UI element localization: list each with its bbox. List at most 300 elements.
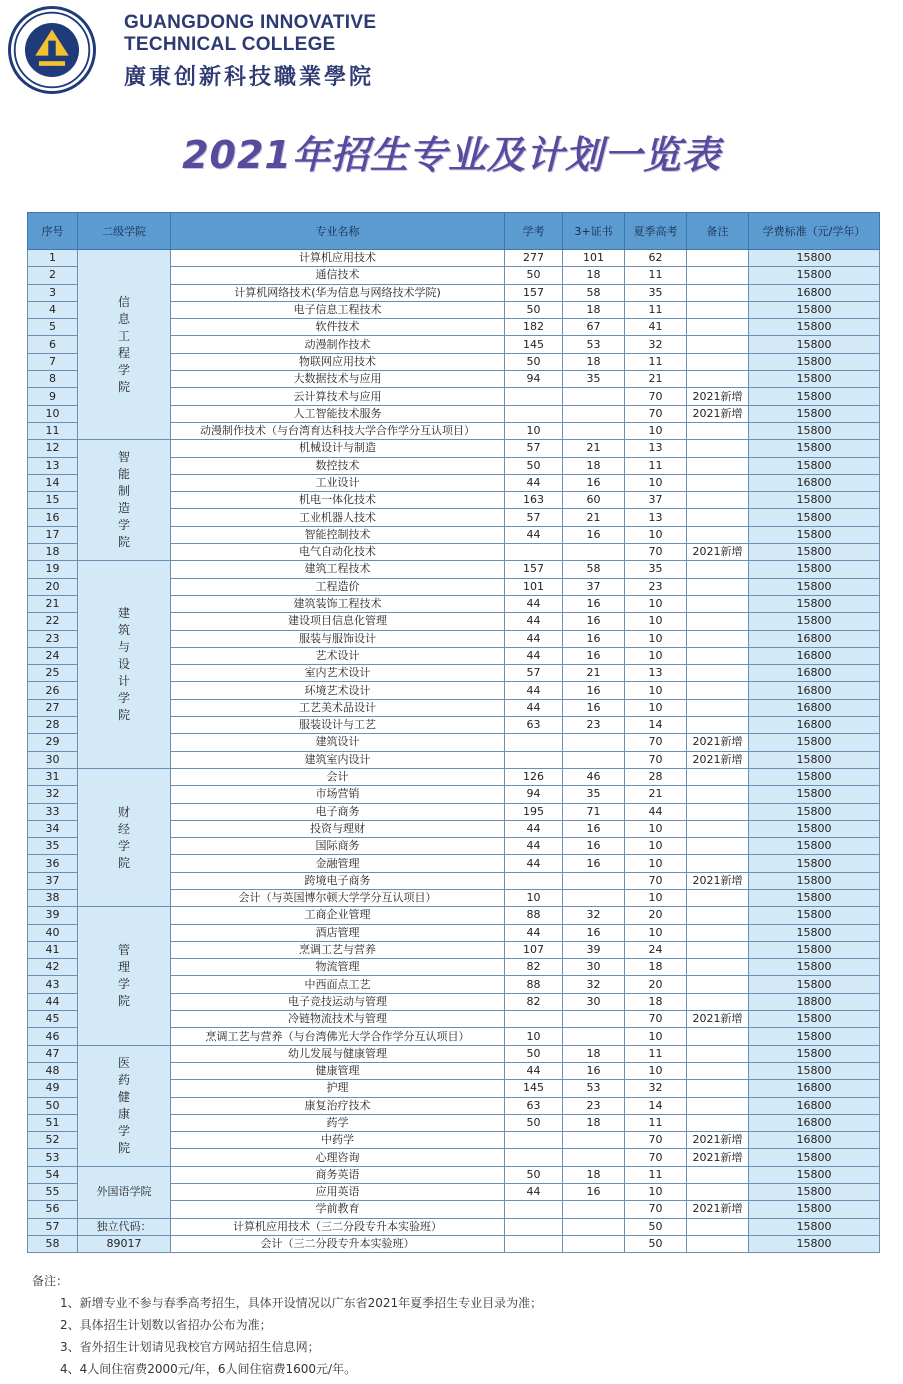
table-row <box>28 1166 880 1183</box>
cell-seq: 44 <box>28 993 78 1010</box>
cell-remark <box>687 838 749 855</box>
cell-seq: 17 <box>28 526 78 543</box>
cell-remark <box>687 336 749 353</box>
cell-major: 会计（三二分段专升本实验班） <box>171 1235 505 1252</box>
cell-summer: 70 <box>625 544 687 561</box>
cell-3plus: 16 <box>563 924 625 941</box>
cell-fee: 16800 <box>749 1097 880 1114</box>
cell-3plus <box>563 1149 625 1166</box>
cell-seq: 10 <box>28 405 78 422</box>
cell-remark: 2021新增 <box>687 751 749 768</box>
cell-remark <box>687 422 749 439</box>
cell-major: 动漫制作技术（与台湾育达科技大学合作学分互认项目） <box>171 422 505 439</box>
cell-seq: 48 <box>28 1062 78 1079</box>
cell-remark <box>687 1080 749 1097</box>
cell-major: 计算机应用技术 <box>171 250 505 267</box>
cell-fee: 16800 <box>749 665 880 682</box>
cell-summer: 20 <box>625 976 687 993</box>
cell-summer: 70 <box>625 872 687 889</box>
page-header <box>0 0 903 110</box>
cell-seq: 5 <box>28 319 78 336</box>
cell-3plus: 18 <box>563 1166 625 1183</box>
cell-major: 艺术设计 <box>171 647 505 664</box>
cell-summer: 18 <box>625 993 687 1010</box>
cell-summer: 10 <box>625 682 687 699</box>
cell-xuekao <box>505 1218 563 1235</box>
cell-3plus <box>563 734 625 751</box>
cell-xuekao: 44 <box>505 1184 563 1201</box>
cell-3plus: 23 <box>563 717 625 734</box>
header-college: 二级学院 <box>78 213 171 250</box>
cell-summer: 10 <box>625 1184 687 1201</box>
cell-3plus <box>563 1235 625 1252</box>
cell-3plus: 58 <box>563 561 625 578</box>
cell-seq: 38 <box>28 889 78 906</box>
cell-xuekao: 10 <box>505 889 563 906</box>
cell-xuekao: 182 <box>505 319 563 336</box>
college-name: 财经学院 <box>117 804 130 870</box>
cell-xuekao: 50 <box>505 1166 563 1183</box>
cell-fee: 15800 <box>749 578 880 595</box>
cell-fee: 16800 <box>749 474 880 491</box>
cell-seq: 15 <box>28 492 78 509</box>
cell-xuekao: 50 <box>505 457 563 474</box>
cell-3plus: 39 <box>563 941 625 958</box>
cell-3plus: 16 <box>563 820 625 837</box>
cell-fee: 15800 <box>749 250 880 267</box>
cell-3plus: 16 <box>563 838 625 855</box>
cell-fee: 15800 <box>749 595 880 612</box>
cell-xuekao: 10 <box>505 1028 563 1045</box>
cell-major: 云计算技术与应用 <box>171 388 505 405</box>
cell-fee: 15800 <box>749 526 880 543</box>
cell-fee: 15800 <box>749 959 880 976</box>
cell-major: 电子信息工程技术 <box>171 301 505 318</box>
cell-summer: 10 <box>625 855 687 872</box>
cell-remark <box>687 855 749 872</box>
cell-3plus <box>563 1028 625 1045</box>
cell-xuekao: 50 <box>505 1045 563 1062</box>
cell-xuekao <box>505 1235 563 1252</box>
cell-fee: 16800 <box>749 1114 880 1131</box>
cell-remark <box>687 267 749 284</box>
cell-seq: 34 <box>28 820 78 837</box>
cell-remark <box>687 509 749 526</box>
cell-remark <box>687 561 749 578</box>
cell-seq: 3 <box>28 284 78 301</box>
cell-college <box>78 561 171 769</box>
cell-summer: 70 <box>625 388 687 405</box>
cell-xuekao: 57 <box>505 665 563 682</box>
cell-major: 金融管理 <box>171 855 505 872</box>
cell-3plus: 32 <box>563 976 625 993</box>
cell-major: 酒店管理 <box>171 924 505 941</box>
table-row <box>28 1235 880 1252</box>
cell-major: 机电一体化技术 <box>171 492 505 509</box>
cell-3plus: 16 <box>563 613 625 630</box>
table-body <box>28 250 880 1253</box>
cell-college <box>78 768 171 906</box>
cell-major: 烹调工艺与营养 <box>171 941 505 958</box>
header-fee: 学费标准（元/学年） <box>749 213 880 250</box>
cell-seq: 41 <box>28 941 78 958</box>
note-item: 1、新增专业不参与春季高考招生，具体开设情况以广东省2021年夏季招生专业目录为准； <box>60 1296 543 1310</box>
enrollment-table <box>27 212 880 1253</box>
cell-fee: 15800 <box>749 613 880 630</box>
cell-fee: 18800 <box>749 993 880 1010</box>
cell-summer: 32 <box>625 1080 687 1097</box>
cell-xuekao: 94 <box>505 371 563 388</box>
cell-summer: 11 <box>625 457 687 474</box>
cell-major: 药学 <box>171 1114 505 1131</box>
cell-xuekao: 126 <box>505 768 563 785</box>
college-name: 外国语学院 <box>96 1185 152 1199</box>
cell-major: 商务英语 <box>171 1166 505 1183</box>
cell-xuekao: 195 <box>505 803 563 820</box>
cell-remark: 2021新增 <box>687 388 749 405</box>
cell-fee: 15800 <box>749 267 880 284</box>
cell-summer: 11 <box>625 267 687 284</box>
cell-xuekao: 50 <box>505 301 563 318</box>
cell-summer: 44 <box>625 803 687 820</box>
cell-xuekao: 82 <box>505 959 563 976</box>
cell-summer: 13 <box>625 665 687 682</box>
cell-major: 机械设计与制造 <box>171 440 505 457</box>
cell-xuekao: 94 <box>505 786 563 803</box>
cell-summer: 21 <box>625 371 687 388</box>
cell-remark <box>687 1166 749 1183</box>
cell-seq: 47 <box>28 1045 78 1062</box>
cell-3plus: 60 <box>563 492 625 509</box>
cell-remark <box>687 665 749 682</box>
table-row <box>28 907 880 924</box>
cell-xuekao: 50 <box>505 267 563 284</box>
cell-fee: 16800 <box>749 699 880 716</box>
cell-summer: 70 <box>625 751 687 768</box>
cell-xuekao: 10 <box>505 422 563 439</box>
cell-remark: 2021新增 <box>687 544 749 561</box>
cell-seq: 37 <box>28 872 78 889</box>
cell-major: 幼儿发展与健康管理 <box>171 1045 505 1062</box>
cell-fee: 15800 <box>749 561 880 578</box>
cell-remark <box>687 699 749 716</box>
cell-3plus: 37 <box>563 578 625 595</box>
cell-college <box>78 1166 171 1218</box>
cell-3plus: 58 <box>563 284 625 301</box>
cell-fee: 15800 <box>749 907 880 924</box>
cell-college <box>78 1235 171 1252</box>
cell-remark <box>687 924 749 941</box>
cell-major: 学前教育 <box>171 1201 505 1218</box>
cell-summer: 11 <box>625 1114 687 1131</box>
cell-summer: 41 <box>625 319 687 336</box>
cell-seq: 52 <box>28 1132 78 1149</box>
cell-major: 应用英语 <box>171 1184 505 1201</box>
cell-3plus: 16 <box>563 630 625 647</box>
cell-remark <box>687 803 749 820</box>
cell-remark: 2021新增 <box>687 734 749 751</box>
cell-3plus: 16 <box>563 647 625 664</box>
cell-xuekao <box>505 544 563 561</box>
cell-fee: 15800 <box>749 924 880 941</box>
cell-3plus: 67 <box>563 319 625 336</box>
cell-xuekao: 44 <box>505 474 563 491</box>
cell-3plus: 35 <box>563 371 625 388</box>
cell-xuekao: 88 <box>505 907 563 924</box>
cell-xuekao: 44 <box>505 595 563 612</box>
cell-remark <box>687 1235 749 1252</box>
cell-seq: 19 <box>28 561 78 578</box>
cell-xuekao <box>505 405 563 422</box>
cell-seq: 12 <box>28 440 78 457</box>
cell-fee: 15800 <box>749 492 880 509</box>
table-row <box>28 768 880 785</box>
college-logo <box>8 6 96 94</box>
cell-major: 国际商务 <box>171 838 505 855</box>
cell-xuekao: 163 <box>505 492 563 509</box>
cell-xuekao: 44 <box>505 1062 563 1079</box>
cell-summer: 11 <box>625 353 687 370</box>
cell-fee: 15800 <box>749 440 880 457</box>
cell-remark <box>687 1218 749 1235</box>
table-row <box>28 561 880 578</box>
cell-remark <box>687 250 749 267</box>
cell-major: 大数据技术与应用 <box>171 371 505 388</box>
cell-major: 物联网应用技术 <box>171 353 505 370</box>
cell-seq: 8 <box>28 371 78 388</box>
cell-3plus: 18 <box>563 301 625 318</box>
cell-major: 计算机应用技术（三二分段专升本实验班） <box>171 1218 505 1235</box>
cell-xuekao: 277 <box>505 250 563 267</box>
cell-summer: 70 <box>625 1149 687 1166</box>
cell-remark <box>687 526 749 543</box>
cell-fee: 15800 <box>749 1011 880 1028</box>
note-item: 3、省外招生计划请见我校官方网站招生信息网； <box>60 1340 320 1354</box>
cell-xuekao: 157 <box>505 284 563 301</box>
cell-remark <box>687 1097 749 1114</box>
cell-remark <box>687 1184 749 1201</box>
cell-xuekao: 44 <box>505 682 563 699</box>
cell-remark <box>687 907 749 924</box>
cell-summer: 37 <box>625 492 687 509</box>
cell-fee: 16800 <box>749 1132 880 1149</box>
cell-3plus: 16 <box>563 855 625 872</box>
cell-seq: 50 <box>28 1097 78 1114</box>
cell-major: 会计（与英国博尔顿大学学分互认项目） <box>171 889 505 906</box>
notes-section <box>32 1270 852 1380</box>
cell-seq: 36 <box>28 855 78 872</box>
cell-remark <box>687 595 749 612</box>
cell-seq: 46 <box>28 1028 78 1045</box>
cell-xuekao <box>505 1149 563 1166</box>
cell-seq: 30 <box>28 751 78 768</box>
cell-fee: 15800 <box>749 820 880 837</box>
cell-summer: 10 <box>625 526 687 543</box>
header-seq: 序号 <box>28 213 78 250</box>
cell-major: 康复治疗技术 <box>171 1097 505 1114</box>
cell-xuekao: 50 <box>505 1114 563 1131</box>
cell-fee: 15800 <box>749 336 880 353</box>
cell-summer: 14 <box>625 1097 687 1114</box>
table-row <box>28 250 880 267</box>
cell-fee: 15800 <box>749 1235 880 1252</box>
cell-seq: 2 <box>28 267 78 284</box>
cell-3plus <box>563 1218 625 1235</box>
cell-major: 跨境电子商务 <box>171 872 505 889</box>
cell-3plus: 32 <box>563 907 625 924</box>
cell-seq: 40 <box>28 924 78 941</box>
note-item: 2、具体招生计划数以省招办公布为准； <box>60 1318 272 1332</box>
cell-summer: 20 <box>625 907 687 924</box>
cell-remark <box>687 786 749 803</box>
cell-summer: 28 <box>625 768 687 785</box>
cell-xuekao: 44 <box>505 699 563 716</box>
cell-remark <box>687 284 749 301</box>
cell-major: 服装设计与工艺 <box>171 717 505 734</box>
cell-3plus: 16 <box>563 1184 625 1201</box>
notes-title: 备注： <box>32 1274 69 1288</box>
cell-seq: 6 <box>28 336 78 353</box>
cell-seq: 14 <box>28 474 78 491</box>
cell-remark <box>687 1045 749 1062</box>
cell-3plus <box>563 1201 625 1218</box>
cell-major: 通信技术 <box>171 267 505 284</box>
college-name-en-line2: TECHNICAL COLLEGE <box>124 34 336 55</box>
cell-remark: 2021新增 <box>687 1201 749 1218</box>
cell-seq: 58 <box>28 1235 78 1252</box>
cell-major: 心理咨询 <box>171 1149 505 1166</box>
cell-major: 电气自动化技术 <box>171 544 505 561</box>
cell-summer: 10 <box>625 630 687 647</box>
cell-3plus: 101 <box>563 250 625 267</box>
cell-seq: 26 <box>28 682 78 699</box>
cell-remark: 2021新增 <box>687 405 749 422</box>
cell-fee: 15800 <box>749 301 880 318</box>
cell-summer: 50 <box>625 1218 687 1235</box>
cell-seq: 11 <box>28 422 78 439</box>
cell-summer: 10 <box>625 838 687 855</box>
cell-remark <box>687 353 749 370</box>
cell-seq: 27 <box>28 699 78 716</box>
cell-fee: 15800 <box>749 1062 880 1079</box>
table-row <box>28 440 880 457</box>
cell-xuekao: 82 <box>505 993 563 1010</box>
cell-xuekao <box>505 751 563 768</box>
cell-summer: 10 <box>625 889 687 906</box>
cell-fee: 15800 <box>749 803 880 820</box>
table-row <box>28 1218 880 1235</box>
cell-fee: 16800 <box>749 284 880 301</box>
college-name: 独立代码： <box>96 1219 152 1233</box>
cell-fee: 15800 <box>749 1166 880 1183</box>
cell-major: 软件技术 <box>171 319 505 336</box>
table-header-row <box>28 213 880 250</box>
cell-xuekao: 44 <box>505 838 563 855</box>
cell-major: 动漫制作技术 <box>171 336 505 353</box>
cell-remark <box>687 717 749 734</box>
table-row <box>28 1045 880 1062</box>
cell-xuekao: 63 <box>505 1097 563 1114</box>
cell-fee: 15800 <box>749 941 880 958</box>
note-item: 4、4人间住宿费2000元/年，6人间住宿费1600元/年。 <box>60 1362 357 1376</box>
cell-xuekao <box>505 1201 563 1218</box>
cell-seq: 31 <box>28 768 78 785</box>
cell-xuekao <box>505 1011 563 1028</box>
cell-fee: 15800 <box>749 1218 880 1235</box>
cell-remark <box>687 1062 749 1079</box>
cell-3plus: 16 <box>563 682 625 699</box>
cell-seq: 35 <box>28 838 78 855</box>
cell-major: 建筑设计 <box>171 734 505 751</box>
cell-seq: 9 <box>28 388 78 405</box>
cell-major: 建筑室内设计 <box>171 751 505 768</box>
cell-remark <box>687 993 749 1010</box>
cell-seq: 20 <box>28 578 78 595</box>
cell-seq: 53 <box>28 1149 78 1166</box>
cell-seq: 29 <box>28 734 78 751</box>
cell-summer: 35 <box>625 284 687 301</box>
college-name-en <box>124 12 376 56</box>
cell-remark <box>687 941 749 958</box>
cell-remark <box>687 889 749 906</box>
cell-major: 服装与服饰设计 <box>171 630 505 647</box>
cell-3plus <box>563 1011 625 1028</box>
cell-major: 建筑工程技术 <box>171 561 505 578</box>
cell-seq: 24 <box>28 647 78 664</box>
cell-summer: 11 <box>625 301 687 318</box>
cell-3plus: 53 <box>563 1080 625 1097</box>
cell-3plus: 18 <box>563 353 625 370</box>
cell-seq: 32 <box>28 786 78 803</box>
cell-summer: 35 <box>625 561 687 578</box>
cell-remark <box>687 371 749 388</box>
college-name: 管理学院 <box>117 942 130 1008</box>
cell-seq: 28 <box>28 717 78 734</box>
cell-3plus: 30 <box>563 959 625 976</box>
cell-major: 工商企业管理 <box>171 907 505 924</box>
cell-summer: 23 <box>625 578 687 595</box>
cell-fee: 15800 <box>749 855 880 872</box>
cell-major: 电子商务 <box>171 803 505 820</box>
cell-major: 建设项目信息化管理 <box>171 613 505 630</box>
cell-major: 人工智能技术服务 <box>171 405 505 422</box>
cell-xuekao: 101 <box>505 578 563 595</box>
cell-3plus: 16 <box>563 474 625 491</box>
college-name: 89017 <box>106 1237 142 1251</box>
cell-seq: 54 <box>28 1166 78 1183</box>
cell-remark <box>687 682 749 699</box>
cell-remark <box>687 959 749 976</box>
cell-fee: 16800 <box>749 647 880 664</box>
cell-3plus <box>563 751 625 768</box>
cell-remark <box>687 768 749 785</box>
cell-fee: 15800 <box>749 1045 880 1062</box>
college-name-zh: 廣東创新科技職業學院 <box>124 64 375 90</box>
cell-3plus <box>563 889 625 906</box>
cell-major: 市场营销 <box>171 786 505 803</box>
cell-fee: 15800 <box>749 422 880 439</box>
cell-xuekao <box>505 734 563 751</box>
cell-3plus: 16 <box>563 699 625 716</box>
cell-summer: 10 <box>625 924 687 941</box>
cell-major: 工艺美术品设计 <box>171 699 505 716</box>
cell-fee: 15800 <box>749 768 880 785</box>
cell-fee: 15800 <box>749 388 880 405</box>
college-name-en-line1: GUANGDONG INNOVATIVE <box>124 12 377 33</box>
cell-summer: 10 <box>625 647 687 664</box>
cell-summer: 32 <box>625 336 687 353</box>
cell-summer: 24 <box>625 941 687 958</box>
